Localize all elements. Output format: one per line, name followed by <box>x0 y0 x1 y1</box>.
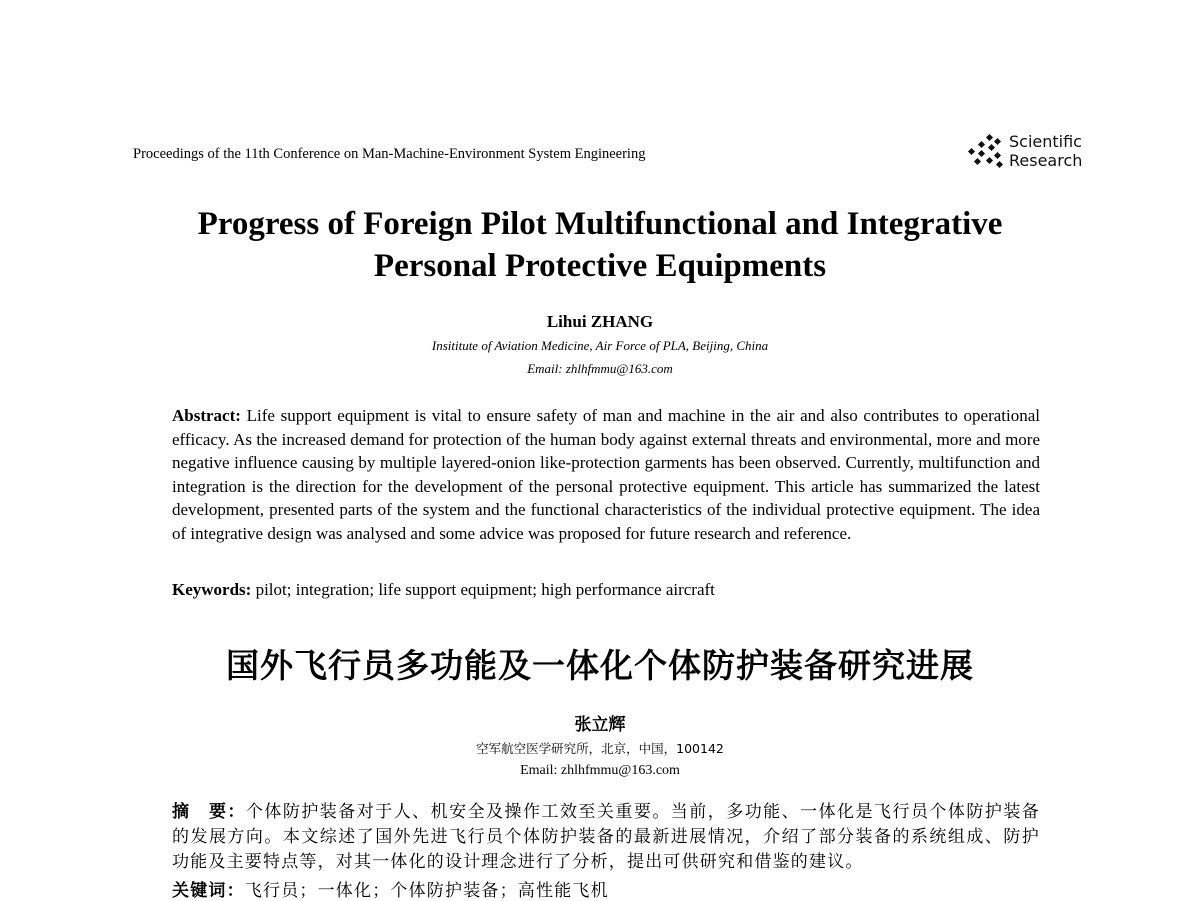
chinese-keywords <box>172 876 609 901</box>
abstract-text: Life support equipment is vital to ensure safety of man and machine in the air and also contributes to operational efficacy. As the increased demand for protection of the human body against external threats and environmental, more and more negative influence causing by multiple layered-onion like-protection garments has been observed. Currently, multifunction and integration is the direction for the development of the personal protective equipment. This article has summarized the latest development, presented parts of the system and the functional characteristics of the individual protective equipment. The idea of integrative design was analysed and some advice was proposed for future research and reference. <box>172 406 1040 543</box>
keywords <box>172 580 715 600</box>
author-email: Email: zhlhfmmu@163.com <box>527 361 673 376</box>
chinese-abstract-label: 摘 要： <box>172 802 246 822</box>
chinese-email: Email: zhlhfmmu@163.com <box>520 763 680 778</box>
chinese-keywords-label: 关键词： <box>172 881 245 901</box>
chinese-keywords-text: 飞行员；一体化；个体防护装备；高性能飞机 <box>244 881 609 901</box>
logo-text-1: Scientific <box>1009 132 1082 151</box>
paper-title-line-1: Progress of Foreign Pilot Multifunctional and Integrative <box>197 206 1003 242</box>
logo-dots-icon <box>965 133 1005 169</box>
proceedings-header: Proceedings of the 11th Conference on Man-Machine-Environment System Engineering <box>133 146 646 162</box>
chinese-abstract-text: 个体防护装备对于人、机安全及操作工效至关重要。当前，多功能、一体化是飞行员个体防护装备的发展方向。本文综述了国外先进飞行员个体防护装备的最新进展情况，介绍了部分装备的系统组成、防护功能及主要特点等，对其一体化的设计理念进行了分析，提出可供研究和借鉴的建议。 <box>172 802 1040 872</box>
chinese-title: 国外飞行员多功能及一体化个体防护装备研究进展 <box>226 646 974 685</box>
publisher-logo <box>965 132 1082 170</box>
paper-title-line-2: Personal Protective Equipments <box>373 248 827 284</box>
keywords-label: Keywords: <box>172 580 252 599</box>
abstract <box>172 404 1040 546</box>
chinese-author: 张立辉 <box>574 715 626 735</box>
logo-text-2: Research <box>1009 151 1083 170</box>
author-name: Lihui ZHANG <box>546 312 654 331</box>
abstract-label: Abstract: <box>172 406 241 425</box>
keywords-text: pilot; integration; life support equipment; high performance aircraft <box>255 580 715 599</box>
chinese-affiliation: 空军航空医学研究所，北京，中国，100142 <box>476 741 724 756</box>
chinese-abstract <box>172 800 1040 875</box>
affiliation: Insititute of Aviation Medicine, Air Force of PLA, Beijing, China <box>431 338 769 353</box>
